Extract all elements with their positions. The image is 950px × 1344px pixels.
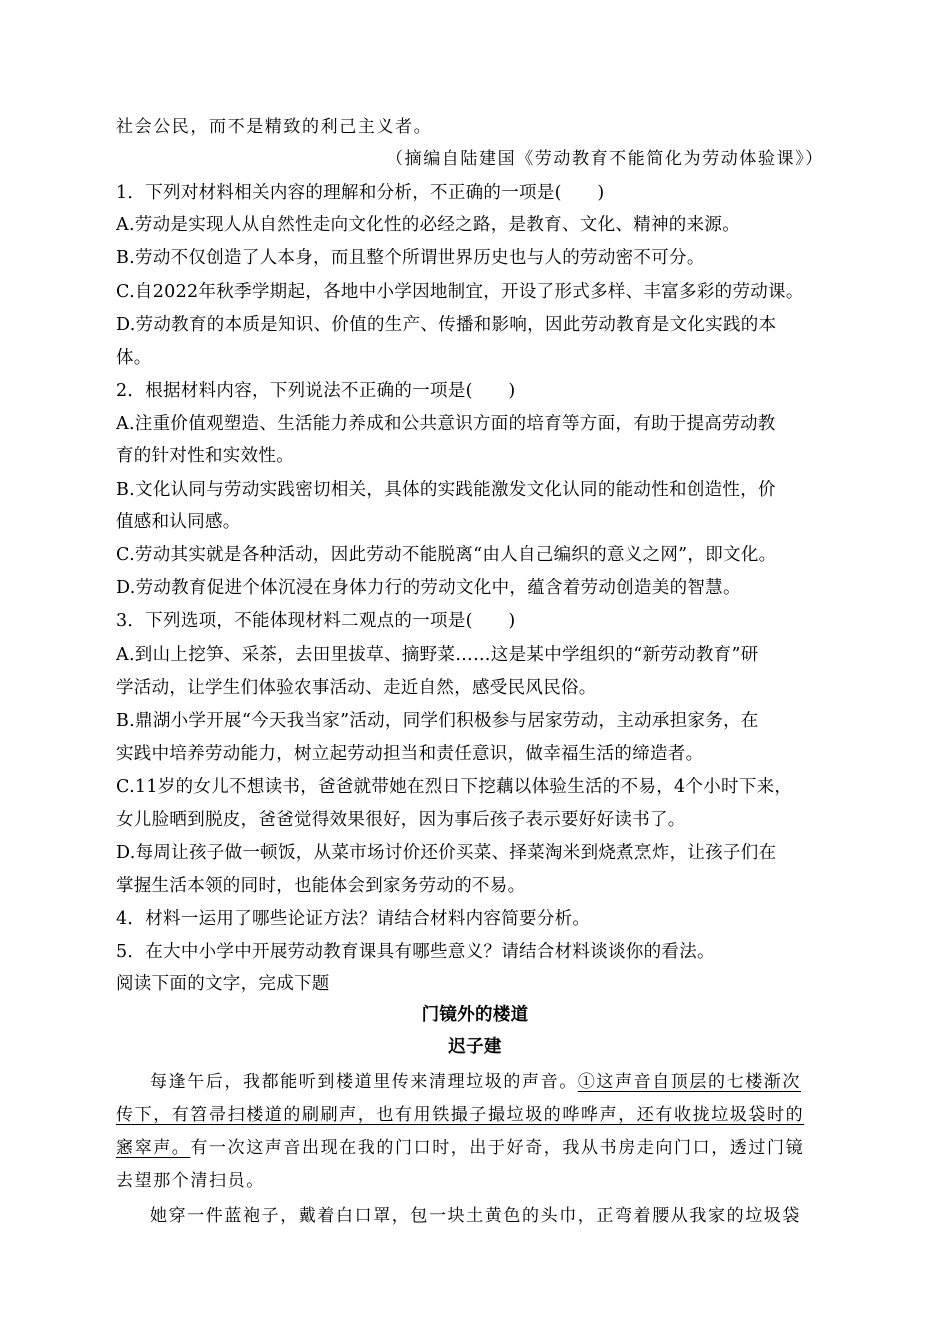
- q3-option-d-line2: 掌握生活本领的同时，也能体会到家务劳动的不易。: [116, 876, 526, 896]
- q1-option-c: C.自2022年秋季学期起，各地中小学因地制宜，开设了形式多样、丰富多彩的劳动课。: [116, 282, 804, 302]
- q1-option-b: B.劳动不仅创造了人本身，而且整个所谓世界历史也与人的劳动密不可分。: [116, 248, 705, 268]
- underlined-sentence-end: 窸窣声。: [116, 1138, 191, 1158]
- q1-stem: 1．下列对材料相关内容的理解和分析，不正确的一项是( ): [116, 183, 605, 203]
- q3-option-c-line1: C.11岁的女儿不想读书，爸爸就带她在烈日下挖藕以体验生活的不易，4个小时下来，: [116, 777, 793, 797]
- q3-option-a-line2: 学活动，让学生们体验农事活动、走近自然，感受民风民俗。: [116, 678, 597, 698]
- story-p2-line1: 她穿一件蓝袍子，戴着白口罩，包一块土黄色的头巾，正弯着腰从我家的垃圾袋: [150, 1206, 801, 1226]
- underlined-sentence-1: ①这声音自顶层的七楼渐次: [577, 1072, 802, 1092]
- story-p1-line4: 去望那个清扫员。: [116, 1171, 265, 1191]
- q2-option-b-line1: B.文化认同与劳动实践密切相关，具体的实践能激发文化认同的能动性和创造性，价: [116, 480, 776, 500]
- story-p1-line2: 传下，有笤帚扫楼道的刷刷声，也有用铁撮子撮垃圾的哗哗声，还有收拢垃圾袋时的: [116, 1105, 805, 1125]
- q2-option-a-line1: A.注重价值观塑造、生活能力养成和公共意识方面的培育等方面，有助于提高劳动教: [116, 414, 776, 434]
- q3-option-d-line1: D.每周让孩子做一顿饭，从菜市场讨价还价买菜、择菜淘米到烧煮烹炸，让孩子们在: [116, 843, 777, 863]
- source-note: （摘编自陆建国《劳动教育不能简化为劳动体验课》）: [386, 149, 824, 169]
- story-p1-line1-text: 每逢午后，我都能听到楼道里传来清理垃圾的声音。: [150, 1072, 578, 1092]
- q5: 5．在大中小学中开展劳动教育课具有哪些意义？请结合材料谈谈你的看法。: [116, 942, 715, 962]
- story-p1-line3: [116, 1136, 804, 1160]
- q2-stem: 2．根据材料内容，下列说法不正确的一项是( ): [116, 381, 516, 401]
- q1-option-d-line1: D.劳动教育的本质是知识、价值的生产、传播和影响，因此劳动教育是文化实践的本: [116, 315, 777, 335]
- story-title: 门镜外的楼道: [421, 1005, 529, 1025]
- q2-option-d: D.劳动教育促进个体沉浸在身体力行的劳动文化中，蕴含着劳动创造美的智慧。: [116, 578, 741, 598]
- q3-option-b-line1: B.鼎湖小学开展“今天我当家”活动，同学们积极参与居家劳动，主动承担家务，在: [116, 711, 759, 731]
- reading-intro: 阅读下面的文字，完成下题: [116, 974, 330, 994]
- q3-option-c-line2: 女儿脸晒到脱皮，爸爸觉得效果很好，因为事后孩子表示要好好读书了。: [116, 810, 686, 830]
- q4: 4．材料一运用了哪些论证方法？请结合材料内容简要分析。: [116, 909, 591, 929]
- story-p1-line3-text: 有一次这声音出现在我的门口时，出于好奇，我从书房走向门口，透过门镜: [190, 1138, 805, 1158]
- q3-stem: 3．下列选项，不能体现材料二观点的一项是( ): [116, 611, 516, 631]
- q3-option-b-line2: 实践中培养劳动能力，树立起劳动担当和责任意识，做幸福生活的缔造者。: [116, 744, 704, 764]
- q1-option-d-line2: 体。: [116, 348, 152, 368]
- q1-option-a: A.劳动是实现人从自然性走向文化性的必经之路，是教育、文化、精神的来源。: [116, 215, 740, 235]
- story-author: 迟子建: [448, 1037, 502, 1057]
- q2-option-b-line2: 值感和认同感。: [116, 512, 241, 532]
- q2-option-c: C.劳动其实就是各种活动，因此劳动不能脱离“由人自己编织的意义之网”，即文化。: [116, 545, 777, 565]
- q2-option-a-line2: 育的针对性和实效性。: [116, 446, 294, 466]
- story-p1-line1: [150, 1070, 801, 1094]
- q3-option-a-line1: A.到山上挖笋、采茶，去田里拔草、摘野菜……这是某中学组织的“新劳动教育”研: [116, 645, 759, 665]
- passage-tail: 社会公民，而不是精致的利己主义者。: [116, 117, 433, 137]
